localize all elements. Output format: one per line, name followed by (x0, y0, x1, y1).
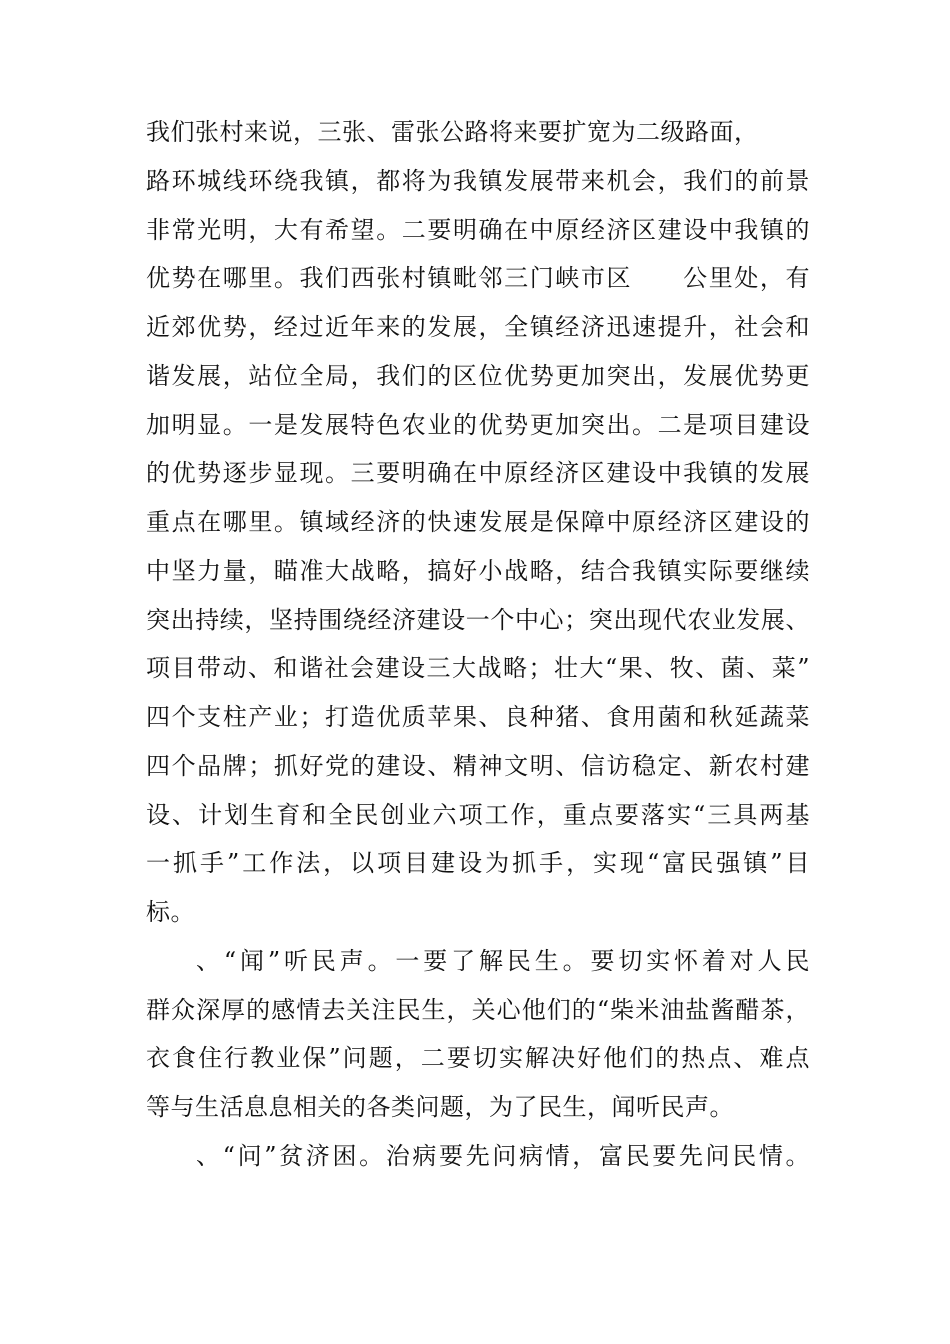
text-line: 突出持续，坚持围绕经济建设一个中心；突出现代农业发展、 (146, 605, 810, 634)
text-line: 重点在哪里。镇域经济的快速发展是保障中原经济区建设的 (146, 508, 810, 536)
text-line: 标。 (146, 898, 195, 926)
text-line: 加明显。一是发展特色农业的优势更加突出。二是项目建设 (146, 410, 810, 439)
body-text (146, 108, 810, 1181)
text-line: 项目带动、和谐社会建设三大战略；壮大“果、牧、菌、菜” (146, 654, 810, 683)
text-line: 四个支柱产业；打造优质苹果、良种猪、食用菌和秋延蔬菜 (146, 703, 810, 731)
text-line: 优势在哪里。我们西张村镇毗邻三门峡市区 公里处，有 (146, 264, 810, 293)
text-line: 衣食住行教业保”问题，二要切实解决好他们的热点、难点 (146, 1044, 810, 1073)
text-line: 中坚力量，瞄准大战略，搞好小战略，结合我镇实际要继续 (146, 556, 810, 585)
text-line: 四个品牌；抓好党的建设、精神文明、信访稳定、新农村建 (146, 751, 810, 780)
text-line: 谐发展，站位全局，我们的区位优势更加突出，发展优势更 (146, 361, 810, 390)
text-line: 群众深厚的感情去关注民生，关心他们的“柴米油盐酱醋茶， (146, 995, 810, 1024)
text-line: 等与生活息息相关的各类问题，为了民生，闻听民声。 (146, 1093, 734, 1121)
text-line: 我们张村来说，三张、雷张公路将来要扩宽为二级路面， (146, 118, 759, 146)
paragraph-start-line: 、“闻”听民声。一要了解民生。要切实怀着对人民 (196, 946, 810, 975)
text-line: 设、计划生育和全民创业六项工作，重点要落实“三具两基 (146, 800, 810, 829)
text-line: 的优势逐步显现。三要明确在中原经济区建设中我镇的发展 (146, 459, 810, 488)
text-line: 一抓手”工作法，以项目建设为抓手，实现“富民强镇”目 (146, 849, 810, 878)
text-line: 路环城线环绕我镇，都将为我镇发展带来机会，我们的前景 (146, 166, 810, 195)
paragraph-start-line: 、“问”贫济困。治病要先问病情，富民要先问民情。 (196, 1141, 810, 1170)
text-line: 近郊优势，经过近年来的发展，全镇经济迅速提升，社会和 (146, 313, 810, 341)
text-line: 非常光明，大有希望。二要明确在中原经济区建设中我镇的 (146, 215, 810, 244)
